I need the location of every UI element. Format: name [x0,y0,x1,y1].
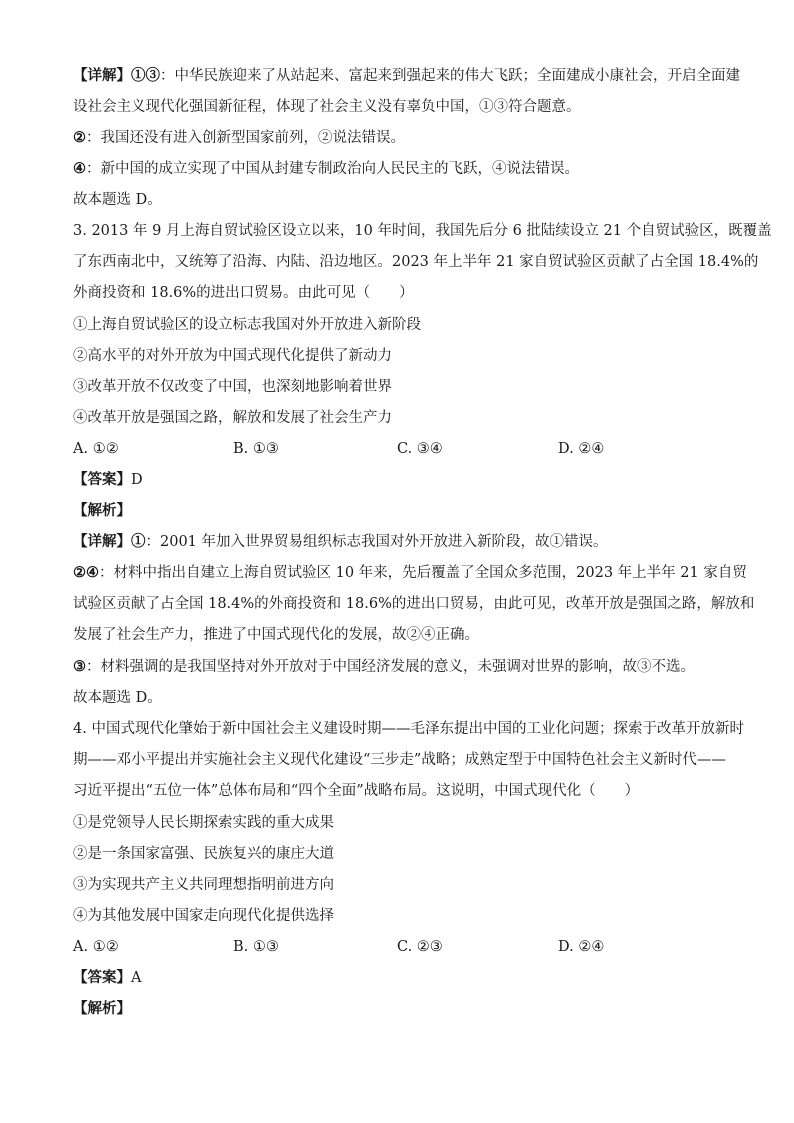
detail-text: ：新中国的成立实现了中国从封建专制政治向人民民主的飞跃，④说法错误。 [86,161,579,177]
q4-statement-2: ②是一条国家富强、民族复兴的康庄大道 [73,846,334,862]
option-numbers: ①③ [131,67,160,84]
q3-option-a: A. ①② [73,441,119,457]
option-number: ④ [73,160,86,177]
q3-conclusion: 故本题选 D。 [73,690,162,706]
q3-detail-line-5 [73,657,695,677]
q3-statement-3: ③改革开放不仅改变了中国，也深刻地影响着世界 [73,379,392,395]
q3-detail-line-2 [73,563,747,583]
q3-detail-line-4: 发展了社会生产力，推进了中国式现代化的发展，故②④正确。 [73,627,479,643]
option-number: ③ [73,658,86,675]
q3-detail-line-1 [73,532,608,552]
q4-option-d: D. ②④ [558,939,605,955]
q3-stem-line-1: 3. 2013 年 9 月上海自贸试验区设立以来，10 年时间，我国先后分 6 批陆续设立 21 个自贸试验区，既覆盖 [73,223,772,239]
q3-statement-4: ④改革开放是强国之路，解放和发展了社会生产力 [73,410,392,426]
q4-statement-1: ①是党领导人民长期探索实践的重大成果 [73,815,334,831]
detail-text: ：2001 年加入世界贸易组织标志我国对外开放进入新阶段，故①错误。 [145,534,608,550]
q4-statement-3: ③为实现共产主义共同理想指明前进方向 [73,877,334,893]
q2-detail-line-4 [73,159,579,179]
q4-option-b: B. ①③ [233,939,279,955]
q4-statement-4: ④为其他发展中国家走向现代化提供选择 [73,908,334,924]
q3-option-c: C. ③④ [397,441,443,457]
detail-tag: 【详解】 [73,533,131,550]
detail-text: ：材料中指出自建立上海自贸试验区 10 年来，先后覆盖了全国众多范围，2023 年上半年 21 家自贸 [99,565,747,581]
detail-tag: 【详解】 [73,67,131,84]
answer-tag: 【答案】 [73,969,131,986]
option-number: ② [73,129,86,146]
detail-text: ：材料强调的是我国坚持对外开放对于中国经济发展的意义，未强调对世界的影响，故③不选。 [86,659,695,675]
q3-analysis-tag: 【解析】 [73,502,131,519]
detail-text: ：我国还没有进入创新型国家前列，②说法错误。 [86,130,405,146]
q4-answer [73,968,141,988]
q2-detail-line-2: 设社会主义现代化强国新征程，体现了社会主义没有辜负中国，①③符合题意。 [73,99,581,115]
q3-option-d: D. ②④ [558,441,605,457]
q3-statement-1: ①上海自贸试验区的设立标志我国对外开放进入新阶段 [73,317,421,333]
option-numbers: ②④ [73,564,99,581]
q4-stem-line-3: 习近平提出“五位一体”总体布局和“四个全面”战略布局。这说明，中国式现代化（ ） [73,783,640,799]
answer-tag: 【答案】 [73,471,131,488]
answer-value: D [131,472,143,488]
option-number: ① [131,533,146,550]
q3-stem-line-3: 外商投资和 18.6%的进出口贸易。由此可见（ ） [73,285,414,301]
q4-option-c: C. ②③ [397,939,443,955]
q4-stem-line-1: 4. 中国式现代化肇始于新中国社会主义建设时期——毛泽东提出中国的工业化问题；探索于改革开放新时 [73,721,744,737]
answer-value: A [131,970,142,986]
detail-text: ：中华民族迎来了从站起来、富起来到强起来的伟大飞跃；全面建成小康社会，开启全面建 [160,68,740,84]
q3-option-b: B. ①③ [233,441,279,457]
q4-stem-line-2: 期——邓小平提出并实施社会主义现代化建设“三步走”战略；成熟定型于中国特色社会主义新时代—— [73,752,726,768]
q3-answer [73,470,143,490]
q3-stem-line-2: 了东西南北中，又统筹了沿海、内陆、沿边地区。2023 年上半年 21 家自贸试验区贡献了占全国 18.4%的 [73,254,759,270]
q3-detail-line-3: 试验区贡献了占全国 18.4%的外商投资和 18.6%的进出口贸易，由此可见，改革开放是强国之路，解放和 [73,596,755,612]
q3-statement-2: ②高水平的对外开放为中国式现代化提供了新动力 [73,348,392,364]
q2-detail-line-1 [73,66,740,86]
q2-conclusion: 故本题选 D。 [73,192,162,208]
q4-option-a: A. ①② [73,939,119,955]
q2-detail-line-3 [73,128,405,148]
q4-analysis-tag: 【解析】 [73,1000,131,1017]
